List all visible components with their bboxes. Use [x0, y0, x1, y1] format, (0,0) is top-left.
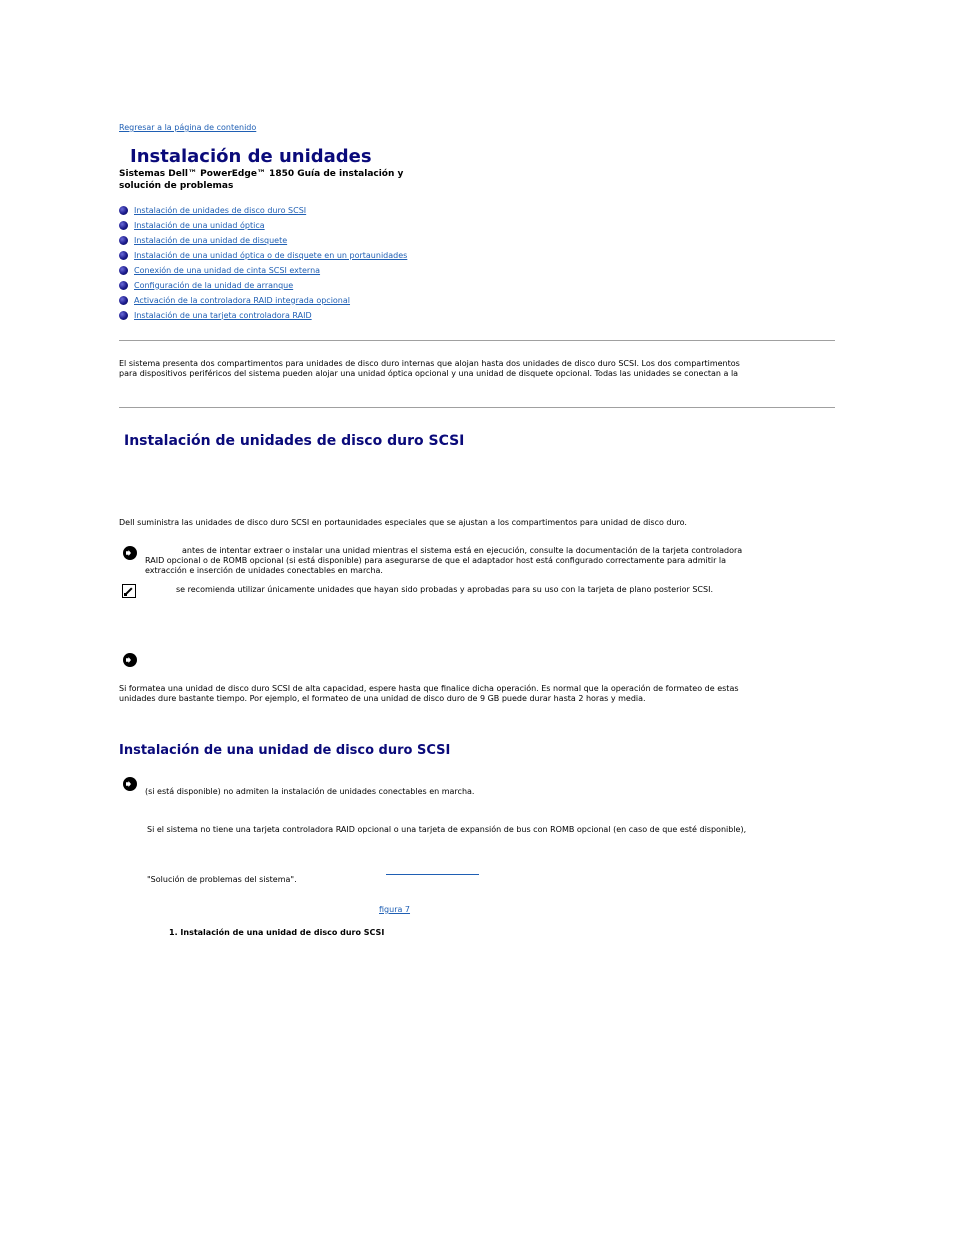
toc-link-tape-drive[interactable]: Conexión de una unidad de cinta SCSI externa — [134, 265, 321, 275]
note-icon — [122, 584, 136, 598]
toc-item — [119, 233, 287, 247]
subtitle-line-2: solución de problemas — [119, 181, 234, 191]
section-title-scsi-hard-drives: Instalación de unidades de disco duro SCSI — [124, 433, 465, 449]
bullet-icon — [119, 266, 128, 275]
section1-paragraph: Dell suministra las unidades de disco duro SCSI en portaunidades especiales que se ajustan a los compartimentos para unidad de disco duro. — [119, 518, 687, 527]
notice-icon — [123, 546, 137, 560]
figure-caption: 1. Instalación de una unidad de disco duro SCSI — [169, 928, 385, 937]
toc-item — [119, 263, 320, 277]
notice-line-1: antes de intentar extraer o instalar una unidad mientras el sistema está en ejecución, consulte la documentación de la tarjeta controladora — [182, 546, 743, 555]
bullet-icon — [119, 206, 128, 215]
notice-line-3: extracción e inserción de unidades conectables en marcha. — [145, 566, 383, 575]
notice-hot-plug — [145, 546, 742, 576]
toc-link-diskette-drive[interactable]: Instalación de una unidad de disquete — [134, 235, 288, 245]
troubleshooting-reference: "Solución de problemas del sistema". — [147, 875, 297, 884]
section-title-install-scsi-drive: Instalación de una unidad de disco duro SCSI — [119, 743, 451, 758]
notice-icon — [123, 777, 137, 791]
bullet-icon — [119, 296, 128, 305]
bullet-icon — [119, 221, 128, 230]
format-line-1: Si formatea una unidad de disco duro SCSI de alta capacidad, espere hasta que finalice dicha operación. Es normal que la operación de formateo de estas — [119, 684, 739, 693]
back-to-contents-link[interactable]: Regresar a la página de contenido — [119, 123, 257, 132]
figure-7-link[interactable]: figura 7 — [379, 905, 411, 914]
bullet-icon — [119, 281, 128, 290]
bullet-icon — [119, 311, 128, 320]
toc-item — [119, 248, 407, 262]
section2-paragraph: Si el sistema no tiene una tarjeta controladora RAID opcional o una tarjeta de expansión de bus con ROMB opcional (en caso de que esté disponible), — [147, 825, 747, 834]
intro-line-1: El sistema presenta dos compartimentos para unidades de disco duro internas que alojan hasta dos unidades de disco duro SCSI. Los dos compartimentos — [119, 359, 740, 368]
toc-item — [119, 308, 312, 322]
divider — [119, 407, 835, 408]
toc-item — [119, 293, 350, 307]
toc-link-drive-carrier[interactable]: Instalación de una unidad óptica o de disquete en un portaunidades — [134, 250, 408, 260]
subtitle-line-1: Sistemas Dell™ PowerEdge™ 1850 Guía de instalación y — [119, 169, 404, 179]
notice-icon — [123, 653, 137, 667]
intro-line-2: para dispositivos periféricos del sistema pueden alojar una unidad óptica opcional y una unidad de disquete opcional. Todas las unidades se conectan a la — [119, 369, 739, 378]
note-tested-drives: se recomienda utilizar únicamente unidades que hayan sido probadas y aprobadas para su uso con la tarjeta de plano posterior SCSI. — [176, 585, 713, 594]
intro-paragraph — [119, 359, 835, 379]
bullet-icon — [119, 236, 128, 245]
notice-no-hot-plug: (si está disponible) no admiten la instalación de unidades conectables en marcha. — [145, 787, 475, 796]
format-line-2: unidades dure bastante tiempo. Por ejemplo, el formateo de una unidad de disco duro de 9 GB puede durar hasta 2 horas y media. — [119, 694, 646, 703]
toc-link-optical-drive[interactable]: Instalación de una unidad óptica — [134, 220, 265, 230]
link-underline[interactable] — [386, 874, 479, 875]
divider — [119, 340, 835, 341]
notice-line-2: RAID opcional o de ROMB opcional (si está disponible) para asegurarse de que el adaptador host está configurado correctamente para admitir la — [145, 556, 727, 565]
toc-item — [119, 218, 265, 232]
toc-item — [119, 278, 293, 292]
section1-format-paragraph — [119, 684, 739, 704]
toc-link-scsi-hard-drives[interactable]: Instalación de unidades de disco duro SCSI — [134, 205, 307, 215]
page-subtitle — [119, 168, 439, 192]
toc-link-raid-card[interactable]: Instalación de una tarjeta controladora RAID — [134, 310, 312, 320]
bullet-icon — [119, 251, 128, 260]
toc-item — [119, 203, 306, 217]
toc-link-raid-activation[interactable]: Activación de la controladora RAID integrada opcional — [134, 295, 351, 305]
page-title: Instalación de unidades — [130, 146, 372, 167]
toc-link-boot-drive[interactable]: Configuración de la unidad de arranque — [134, 280, 294, 290]
